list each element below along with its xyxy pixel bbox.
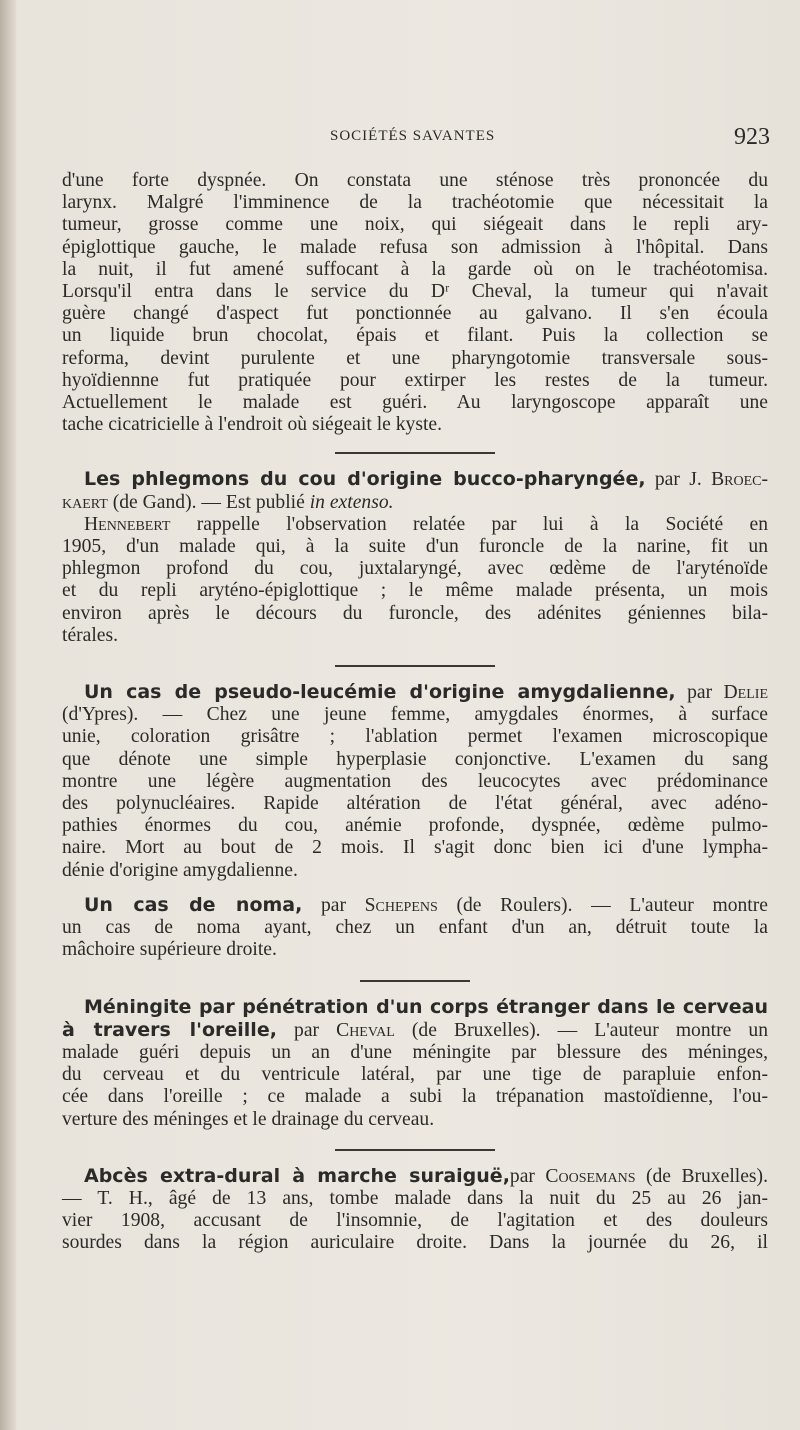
article-phlegmons xyxy=(62,468,768,647)
page-body xyxy=(62,170,768,1255)
text-line: la nuit, il fut amené suffocant à la garde où on le trachéotomisa. xyxy=(62,258,768,280)
section-divider xyxy=(335,1149,495,1151)
text-line: térales. xyxy=(62,624,119,646)
author-name: Coosemans xyxy=(545,1165,636,1187)
binding-shadow xyxy=(0,0,16,1430)
article-title: Abcès extra-dural à marche suraiguë, xyxy=(84,1164,510,1187)
text-line: du cerveau et du ventricule latéral, par une tige de parapluie enfon- xyxy=(62,1064,768,1086)
text-line: larynx. Malgré l'imminence de la trachéotomie que nécessitait la xyxy=(62,192,768,214)
article-heading-line xyxy=(62,996,768,1019)
byline: par J. xyxy=(645,469,712,491)
text-line: un cas de noma ayant, chez un enfant d'un an, détruit toute la xyxy=(62,917,768,939)
article-continuation xyxy=(62,170,768,436)
byline: par xyxy=(509,1165,546,1187)
text-span: rappelle l'observation relatée par lui à la Société en xyxy=(170,513,768,535)
article-pseudo-leucemie xyxy=(62,681,768,882)
text-line: phlegmon profond du cou, juxtalaryngé, avec œdème de l'aryténoïde xyxy=(62,558,768,580)
author-name-cont: kaert xyxy=(62,491,108,513)
section-divider xyxy=(335,665,495,667)
author-name: Hennebert xyxy=(84,513,171,535)
author-name: Broec- xyxy=(711,469,768,491)
text-line: vier 1908, accusant de l'insomnie, de l'agitation et des douleurs xyxy=(62,1210,768,1232)
text-line: un liquide brun chocolat, épais et filant. Puis la collection se xyxy=(62,325,768,347)
text-line: 1905, d'un malade qui, à la suite d'un furoncle de la narine, fit un xyxy=(62,536,768,558)
author-name: Delie xyxy=(723,682,768,704)
byline-rest: (de Gand). — Est publié xyxy=(107,491,310,513)
italic-note: in extenso. xyxy=(309,491,394,513)
text-line: environ après le décours du furoncle, des adénites géniennes bila- xyxy=(62,602,768,624)
text-line: d'une forte dyspnée. On constata une sténose très prononcée du xyxy=(62,170,768,191)
article-title: Méningite par pénétration d'un corps étranger dans le cerveau xyxy=(84,995,768,1018)
text-line: des polynucléaires. Rapide altération de l'état général, avec adéno- xyxy=(62,793,768,815)
text-line: et du repli aryténo-épiglottique ; le même malade présenta, un mois xyxy=(62,580,768,602)
text-line xyxy=(62,514,768,536)
text-line: Actuellement le malade est guéri. Au laryngoscope apparaît une xyxy=(62,392,768,414)
text-line: Lorsqu'il entra dans le service du Dʳ Cheval, la tumeur qui n'avait xyxy=(62,281,768,303)
text-line: unie, coloration grisâtre ; l'ablation permet l'examen microscopique xyxy=(62,726,768,748)
text-line: tumeur, grosse comme une noix, qui siégeait dans le repli ary- xyxy=(62,214,768,236)
article-abces xyxy=(62,1165,768,1255)
text-line: hyoïdiennne fut pratiquée pour extirper les restes de la tumeur. xyxy=(62,369,768,391)
article-title-cont: à travers l'oreille, xyxy=(62,1018,277,1041)
text-line: malade guéri depuis un an d'une méningite par blessure des méninges, xyxy=(62,1041,768,1063)
byline: par xyxy=(302,894,365,916)
text-line: montre une légère augmentation des leucocytes avec prédominance xyxy=(62,770,768,792)
text-span: (de Roulers). — L'auteur montre xyxy=(437,894,768,916)
text-line: tache cicatricielle à l'endroit où siégeait le kyste. xyxy=(62,414,442,436)
text-line: (d'Ypres). — Chez une jeune femme, amygdales énormes, à surface xyxy=(62,704,768,726)
text-span: (de Bruxelles). — L'auteur montre un xyxy=(394,1019,768,1041)
article-heading-line xyxy=(62,681,768,704)
text-span: (de Bruxelles). xyxy=(635,1165,768,1187)
text-line xyxy=(62,492,768,514)
text-line: naire. Mort au bout de 2 mois. Il s'agit donc bien ici d'une lympha- xyxy=(62,837,768,859)
article-title: Les phlegmons du cou d'origine bucco-pharyngée, xyxy=(84,468,646,491)
text-line: sourdes dans la région auriculaire droite. Dans la journée du 26, il xyxy=(62,1232,768,1254)
text-line: dénie d'origine amygdalienne. xyxy=(62,859,298,881)
author-name: Schepens xyxy=(364,894,438,916)
text-line: reforma, devint purulente et une pharyngotomie transversale sous- xyxy=(62,347,768,369)
byline: par xyxy=(276,1019,337,1041)
section-divider xyxy=(360,980,470,982)
text-line: — T. H., âgé de 13 ans, tombe malade dans la nuit du 25 au 26 jan- xyxy=(62,1187,768,1209)
article-title: Un cas de noma, xyxy=(84,893,303,916)
running-head: SOCIÉTÉS SAVANTES xyxy=(330,128,496,144)
section-divider xyxy=(335,452,495,454)
text-line: guère changé d'aspect fut ponctionnée au galvano. Il s'en écoula xyxy=(62,303,768,325)
author-name: Cheval xyxy=(336,1019,395,1041)
text-line: mâchoire supérieure droite. xyxy=(62,939,277,961)
text-line: que dénote une simple hyperplasie conjonctive. L'examen du sang xyxy=(62,748,768,770)
page-number: 923 xyxy=(734,124,770,150)
text-line: verture des méninges et le drainage du cerveau. xyxy=(62,1108,435,1130)
text-line: cée dans l'oreille ; ce malade a subi la trépanation mastoïdienne, l'ou- xyxy=(62,1086,768,1108)
article-meningite xyxy=(62,996,768,1131)
text-line: épiglottique gauche, le malade refusa son admission à l'hôpital. Dans xyxy=(62,236,768,258)
article-heading-line xyxy=(62,468,768,491)
byline: par xyxy=(675,682,724,704)
page-header xyxy=(60,124,770,154)
text-line: pathies énormes du cou, anémie profonde, dyspnée, œdème pulmo- xyxy=(62,815,768,837)
article-title: Un cas de pseudo-leucémie d'origine amygdalienne, xyxy=(84,681,676,704)
article-noma xyxy=(62,894,768,962)
article-heading-line xyxy=(62,894,768,917)
article-heading-line xyxy=(62,1165,768,1188)
text-line xyxy=(62,1019,768,1042)
